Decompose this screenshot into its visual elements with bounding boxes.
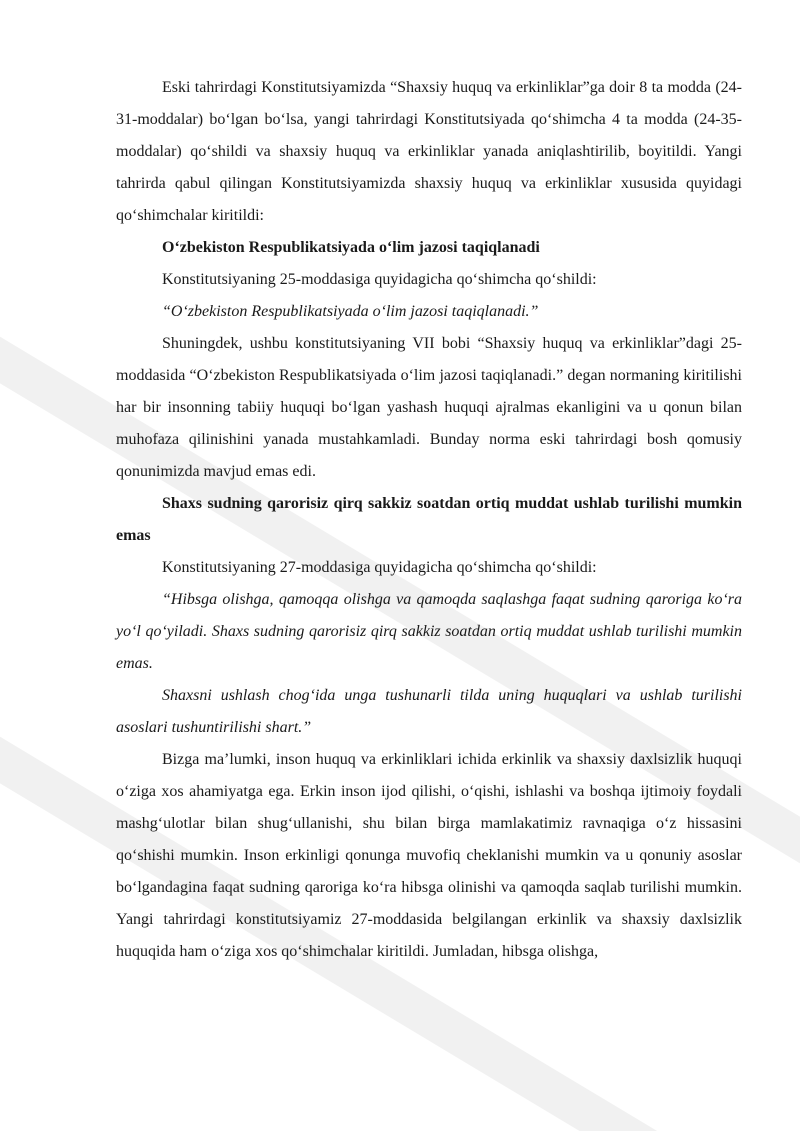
- paragraph-liberty-commentary: Bizga ma’lumki, inson huquq va erkinliklari ichida erkinlik va shaxsiy daxlsizlik huquqi o‘ziga xos ahamiyatga ega. Erkin inson ijod qilishi, o‘qishi, ishlashi va boshqa ijtimoiy foydali mashg‘ulotlar bilan shug‘ullanishi, shu bilan birga mamlakatimiz ravnaqiga o‘z hissasini qo‘shishi mumkin. Inson erkinligi qonunga muvofiq cheklanishi mumkin va u qonuniy asoslar bo‘lgandagina faqat sudning qaroriga ko‘ra hibsga olinishi va qamoqda saqlab turilishi mumkin. Yangi tahrirdagi konstitutsiyamiz 27-moddasida belgilangan erkinlik va shaxsiy daxlsizlik huquqida ham o‘ziga xos qo‘shimchalar kiritildi. Jumladan, hibsga olishga,: [116, 751, 742, 960]
- paragraph-intro: Eski tahrirdagi Konstitutsiyamizda “Shaxsiy huquq va erkinliklar”ga doir 8 ta modda (24-31-moddalar) bo‘lgan bo‘lsa, yangi tahrirdagi Konstitutsiyada qo‘shimcha 4 ta modda (24-35-moddalar) qo‘shildi va shaxsiy huquq va erkinliklar yanada aniqlashtirilib, boyitildi. Yangi tahrirda qabul qilingan Konstitutsiyamizda shaxsiy huquq va erkinliklar xususida quyidagi qo‘shimchalar kiritildi:: [116, 79, 742, 224]
- heading-detention-48h: Shaxs sudning qarorisiz qirq sakkiz soatdan ortiq muddat ushlab turilishi mumkin emas: [116, 495, 742, 544]
- paragraph-article-27-intro: Konstitutsiyaning 27-moddasiga quyidagicha qo‘shimcha qo‘shildi:: [162, 559, 597, 576]
- quote-article-27-part2: Shaxsni ushlash chog‘ida unga tushunarli tilda uning huquqlari va ushlab turilishi asoslari tushuntirilishi shart.”: [116, 687, 742, 736]
- quote-article-27-part1: “Hibsga olishga, qamoqqa olishga va qamoqda saqlashga faqat sudning qaroriga ko‘ra yo‘l qo‘yiladi. Shaxs sudning qarorisiz qirq sakkiz soatdan ortiq muddat ushlab turilishi mumkin emas.: [116, 591, 742, 672]
- heading-death-penalty: O‘zbekiston Respublikatsiyada o‘lim jazosi taqiqlanadi: [162, 239, 540, 256]
- paragraph-article-25-intro: Konstitutsiyaning 25-moddasiga quyidagicha qo‘shimcha qo‘shildi:: [162, 271, 597, 288]
- document-page: [116, 72, 742, 968]
- paragraph-article-25-commentary: Shuningdek, ushbu konstitutsiyaning VII bobi “Shaxsiy huquq va erkinliklar”dagi 25-moddasida “O‘zbekiston Respublikatsiyada o‘lim jazosi taqiqlanadi.” degan normaning kiritilishi har bir insonning tabiiy huquqi bo‘lgan yashash huquqi ajralmas ekanligini va u qonun bilan muhofaza qilinishini yanada mustahkamladi. Bunday norma eski tahrirdagi bosh qomusiy qonunimizda mavjud emas edi.: [116, 335, 742, 480]
- quote-article-25: “O‘zbekiston Respublikatsiyada o‘lim jazosi taqiqlanadi.”: [162, 303, 539, 320]
